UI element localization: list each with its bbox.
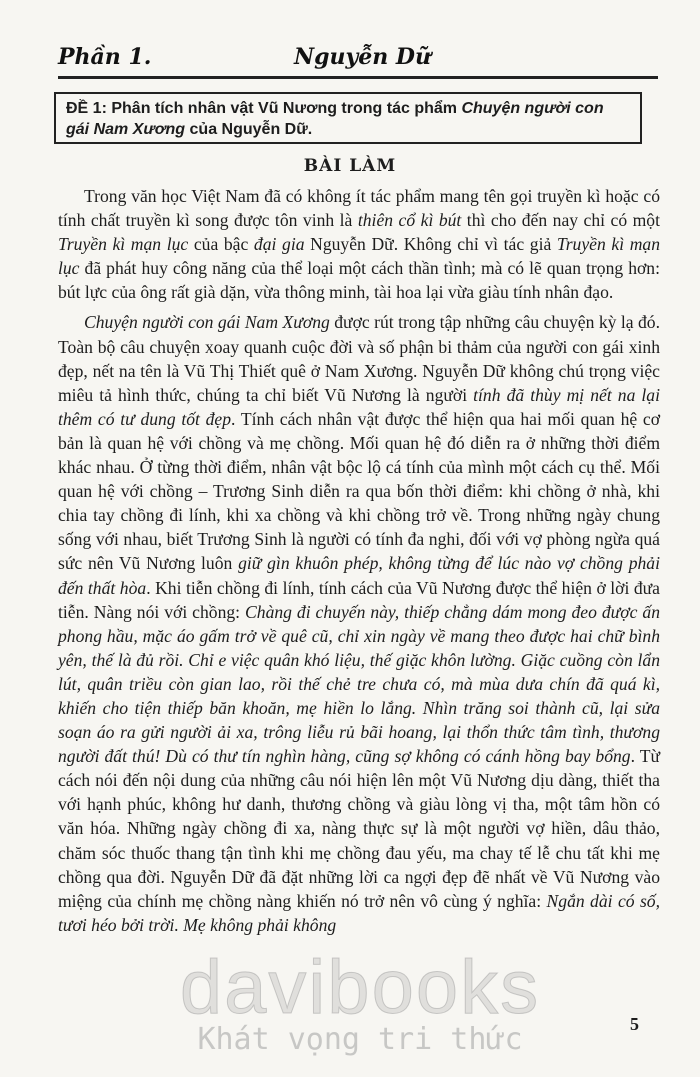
- topic-prefix: ĐỀ 1: Phân tích nhân vật Vũ Nương trong tác phẩm: [66, 100, 462, 117]
- watermark-brand: davibooks: [179, 945, 541, 1030]
- paragraph-2: [58, 310, 660, 936]
- p2-italic-2: tính đã thùy mị nết na lại thêm có tư dung tốt đẹp: [58, 384, 660, 429]
- p2-text-1: được rút trong tập những câu chuyện kỳ lạ đó. Toàn bộ câu chuyện xoay quanh cuộc đời và số phận bi thảm của người con gái xinh đẹp, nết na tên là Vũ Thị Thiết quê ở Nam Xương. Nguyễn Dữ không chú trọng việc miêu tả hình thức, chúng ta chỉ biết Vũ Nương là người: [58, 312, 660, 405]
- p1-text-5: đã phát huy công năng của thể loại một cách thần tình; mà có lẽ quan trọng hơn: bút lực của ông rất già dặn, vừa thông minh, tài hoa lại vừa giàu tính nhân đạo.: [58, 258, 660, 303]
- topic-suffix: của Nguyễn Dữ.: [185, 121, 313, 138]
- watermark: [150, 945, 570, 1068]
- p1-italic-3: đại gia: [253, 234, 305, 255]
- header-rule: [58, 76, 658, 79]
- author-title: Nguyễn Dữ: [294, 44, 431, 70]
- p2-italic-3: giữ gìn khuôn phép, không từng để lúc nào vợ chồng phải đến thất hòa: [58, 553, 660, 598]
- page-number: 5: [630, 1014, 639, 1034]
- p1-text-2: thì cho đến nay chỉ có một: [461, 210, 660, 231]
- p2-text-2: . Tính cách nhân vật được thể hiện qua hai mối quan hệ cơ bản là quan hệ với chồng và mẹ chồng. Mối quan hệ đó diễn ra ở những thời điểm khác nhau. Ở từng thời điểm, nhân vật bộc lộ cá tính của mình một cách cụ thể. Mối quan hệ với chồng – Trương Sinh diễn ra qua bốn thời điểm: khi chồng ở nhà, khi chia tay chồng đi lính, khi xa chồng và khi chồng trở về. Trong những ngày chung sống với nhau, biết Trương Sinh là người có tính đa nghi, đối với vợ phòng ngừa quá sức nên Vũ Nương luôn: [58, 408, 660, 574]
- p1-text-4: Nguyễn Dữ. Không chỉ vì tác giả: [304, 234, 557, 255]
- p1-italic-4: Truyền kì mạn lục: [58, 234, 660, 279]
- p2-text-3: . Khi tiễn chồng đi lính, tính cách của Vũ Nương được thể hiện ở lời đưa tiễn. Nàng nói với chồng:: [58, 577, 660, 622]
- p1-italic-2: Truyền kì mạn lục: [58, 234, 189, 255]
- p2-text-4: . Từ cách nói đến nội dung của những câu nói hiện lên một Vũ Nương dịu dàng, thiết tha với hạnh phúc, không hư danh, thương chồng và giàu lòng vị tha, một tâm hồn có văn hóa. Những ngày chồng đi xa, nàng thực sự là một người vợ hiền, dâu thảo, chăm sóc thuốc thang tận tình khi mẹ chồng đau yếu, ma chay tế lễ chu tất khi mẹ chồng qua đời. Nguyễn Dữ đã đặt những lời ca ngợi đẹp đẽ nhất về Vũ Nương vào miệng của chính mẹ chồng nàng khiến nó trở nên vô cùng ý nghĩa:: [58, 746, 660, 911]
- p1-text-1: Trong văn học Việt Nam đã có không ít tác phẩm mang tên gọi truyền kì hoặc có tính chất truyền kì song được tôn vinh là: [58, 186, 660, 231]
- running-header: [58, 40, 658, 72]
- topic-work-title: Chuyện người con gái Nam Xương: [66, 100, 604, 138]
- p2-italic-4: Chàng đi chuyến này, thiếp chẳng dám mong đeo được ấn phong hầu, mặc áo gấm trở về quê cũ, chỉ xin ngày về mang theo được hai chữ bình yên, thế là đủ rồi. Chỉ e việc quân khó liệu, thế giặc khôn lường. Giặc cuồng còn lẩn lút, quân triều còn gian lao, rồi thế chẻ tre chưa có, mà mùa dưa chín đã quá kì, khiến cho tiện thiếp băn khoăn, mẹ hiền lo lắng. Nhìn trăng soi thành cũ, lại sửa soạn áo ra gửi người ải xa, trông liễu rủ bãi hoang, lại thổn thức tâm tình, thương người đất thú! Dù có thư tín nghìn hàng, cũng sợ không có cánh hồng bay bổng: [58, 601, 660, 767]
- topic-box: [54, 92, 642, 144]
- p2-italic-1: Chuyện người con gái Nam Xương: [84, 312, 330, 333]
- essay-body: [58, 184, 660, 937]
- paragraph-1: [58, 184, 660, 304]
- essay-heading: BÀI LÀM: [303, 156, 397, 176]
- watermark-tagline: Khát vọng tri thức: [197, 1022, 523, 1057]
- p1-italic-1: thiên cổ kì bút: [357, 210, 462, 231]
- p1-text-3: của bậc: [188, 234, 254, 255]
- p2-italic-5: Ngắn dài có số, tươi héo bởi trời. Mẹ không phải không: [58, 890, 660, 935]
- part-label: Phần 1.: [58, 44, 152, 70]
